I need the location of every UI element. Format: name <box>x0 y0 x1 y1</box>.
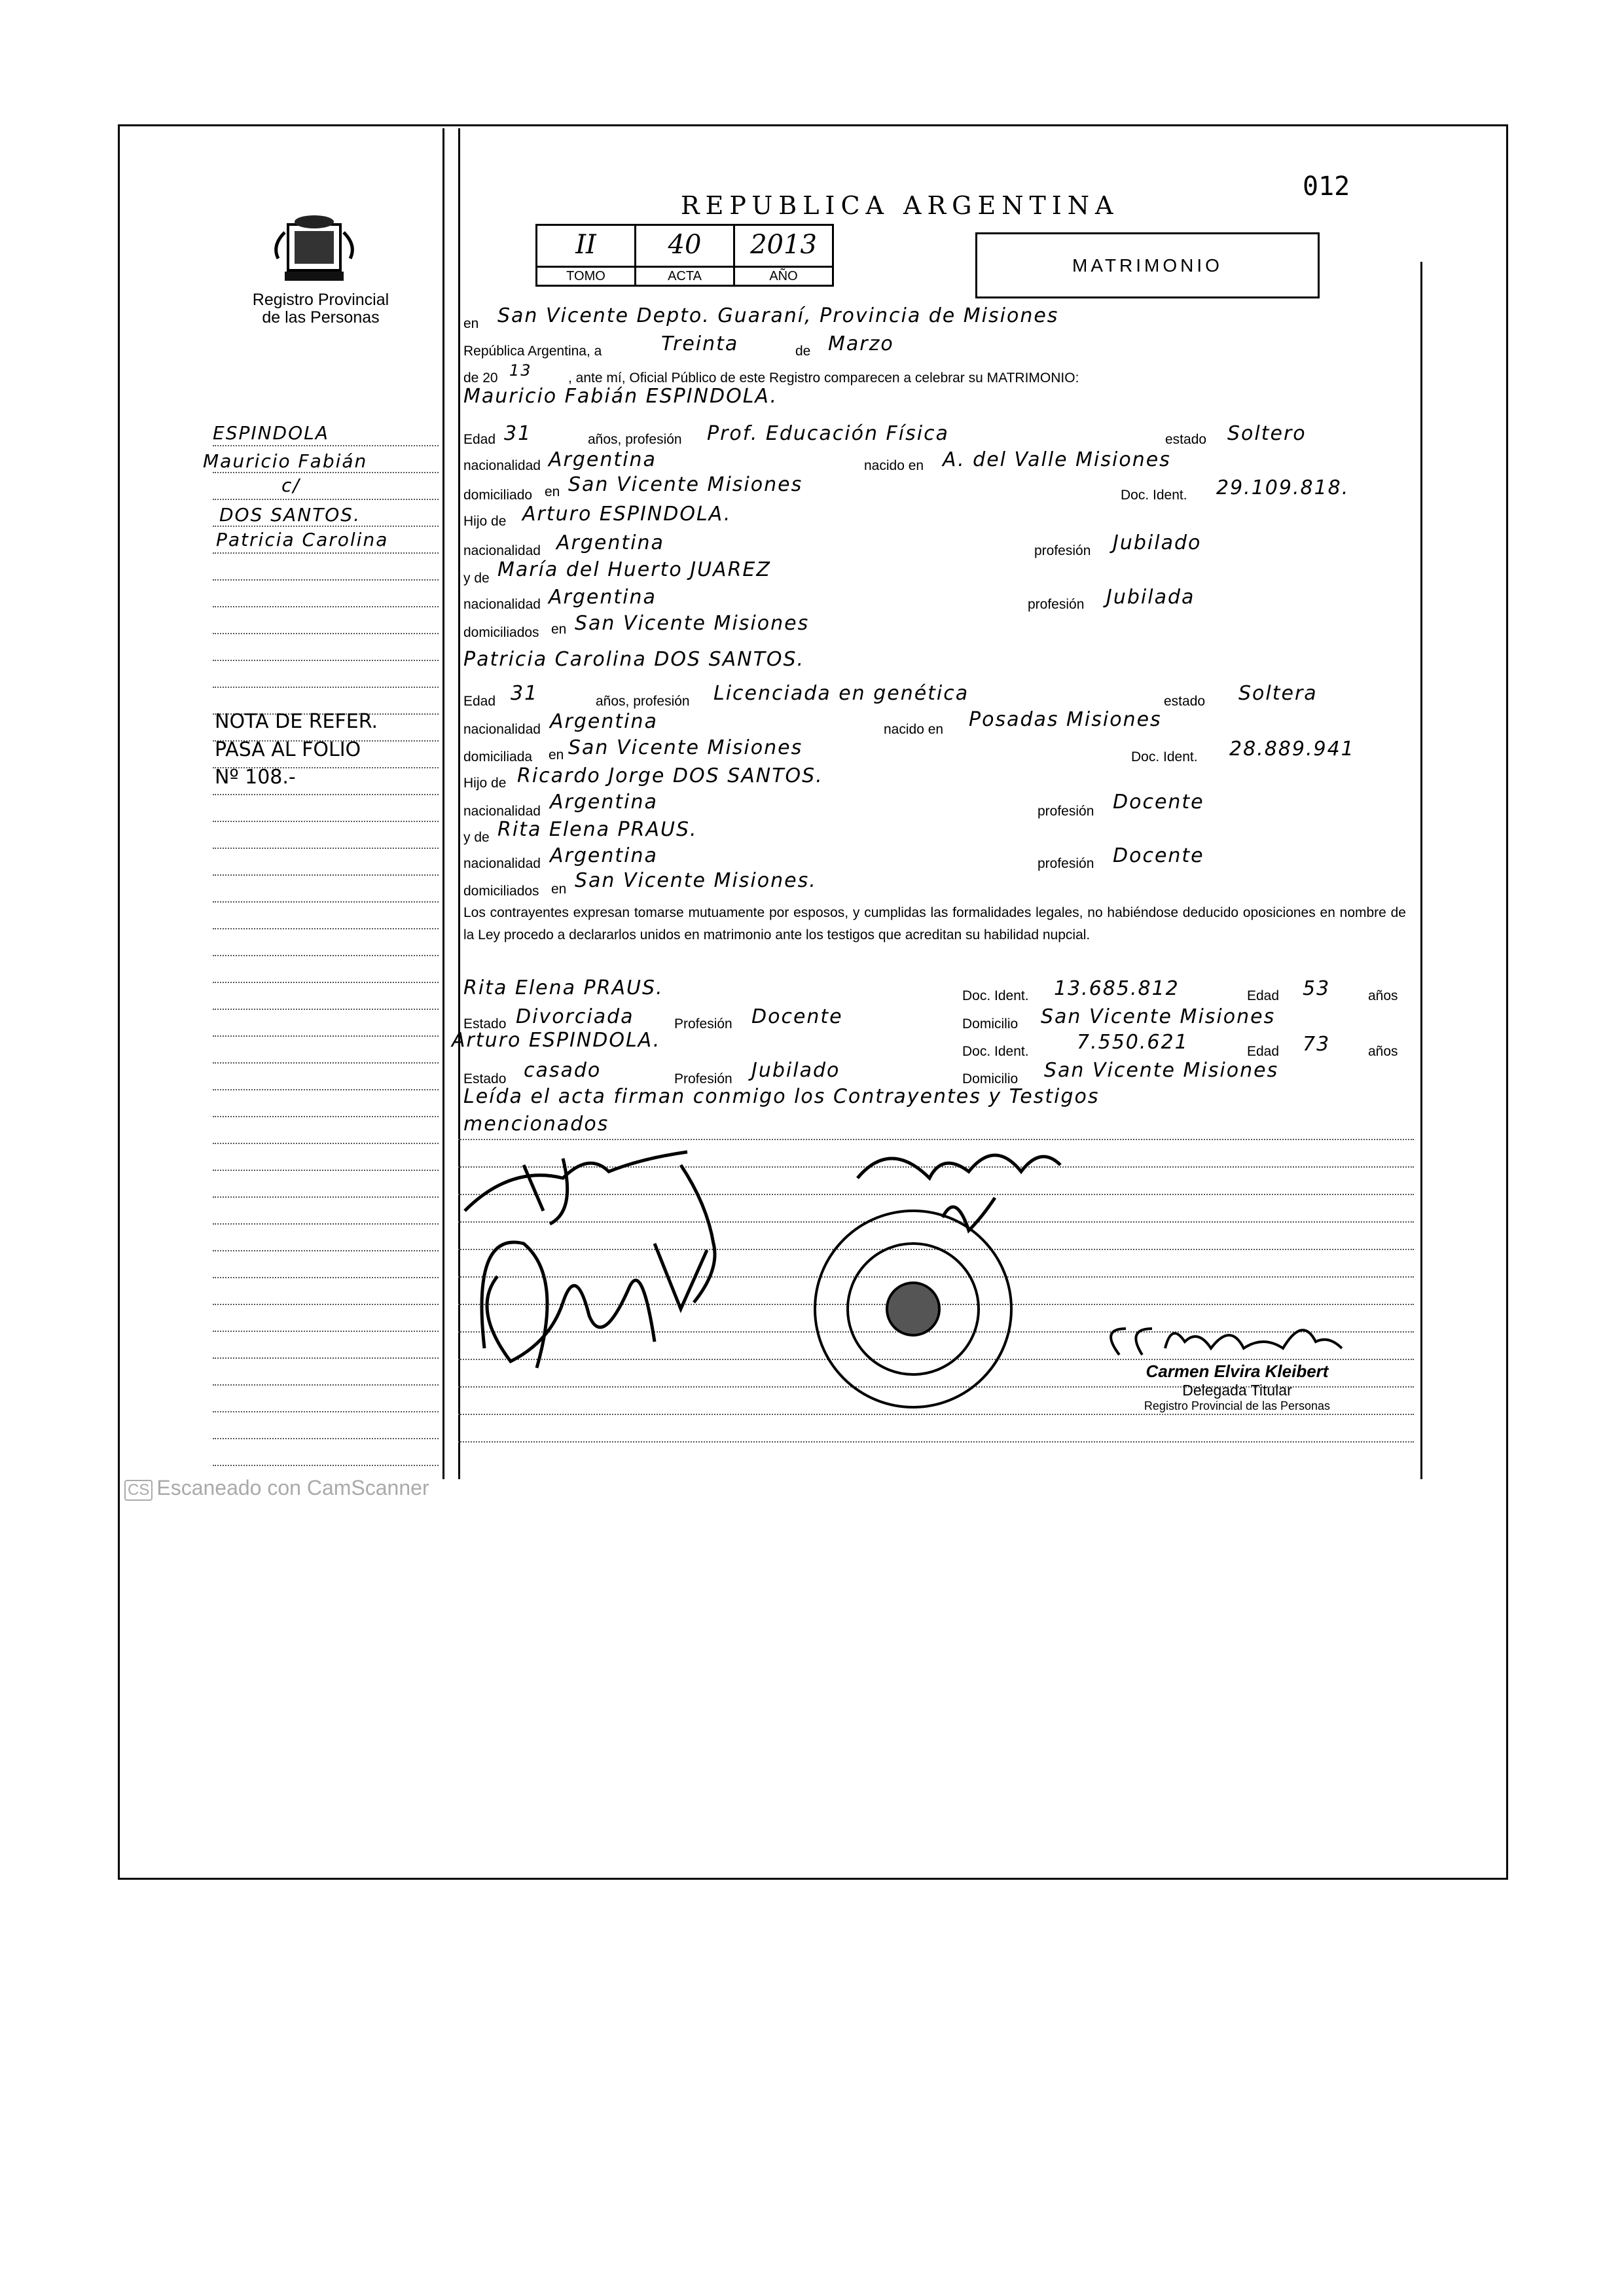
label-doc-ident-4: Doc. Ident. <box>962 1044 1029 1059</box>
label-domiciliados: domiciliados <box>463 625 539 640</box>
bride-mother: Rita Elena PRAUS. <box>497 818 698 841</box>
margin-note-1: NOTA DE REFER. <box>215 710 378 733</box>
bride-father-profession: Docente <box>1113 791 1204 814</box>
label-hija-de: Hijo de <box>463 776 507 791</box>
signature-witness <box>857 1155 1060 1230</box>
label-edad-2: Edad <box>463 694 496 709</box>
groom-nationality: Argentina <box>549 448 657 471</box>
tomo-label: TOMO <box>537 266 634 285</box>
bride-birthplace: Posadas Misiones <box>969 708 1162 731</box>
bride-address: San Vicente Misiones <box>568 736 803 759</box>
registry-line-1: Registro Provincial <box>252 291 389 309</box>
registrar-role: Delegada Titular <box>1182 1382 1292 1399</box>
groom-father-profession: Jubilado <box>1113 531 1202 554</box>
label-edad-4: Edad <box>1247 1044 1280 1059</box>
label-domiciliados-2: domiciliados <box>463 884 539 899</box>
label-doc-ident: Doc. Ident. <box>1121 488 1187 503</box>
anio-label: AÑO <box>735 266 832 285</box>
label-en: en <box>463 316 479 331</box>
groom-profession: Prof. Educación Física <box>707 422 949 445</box>
act-type-box: MATRIMONIO <box>975 232 1320 298</box>
bride-status: Soltera <box>1238 682 1318 705</box>
label-y-de: y de <box>463 571 490 586</box>
witness-2-name: Arturo ESPINDOLA. <box>452 1029 661 1052</box>
bride-parents-address: San Vicente Misiones. <box>575 869 817 892</box>
bride-age: 31 <box>511 682 539 705</box>
groom-father: Arturo ESPINDOLA. <box>522 503 732 526</box>
label-en-2: en <box>545 484 560 499</box>
signature-registrar <box>1111 1329 1342 1355</box>
groom-age: 31 <box>504 422 532 445</box>
groom-mother-nationality: Argentina <box>549 586 657 609</box>
witness-2-id: 7.550.621 <box>1077 1031 1189 1054</box>
registrar-registry: Registro Provincial de las Personas <box>1144 1399 1331 1412</box>
witness-1-id: 13.685.812 <box>1054 977 1180 1000</box>
label-y-de-2: y de <box>463 830 490 845</box>
label-en-3: en <box>551 622 567 637</box>
label-de-20: de 20 <box>463 370 498 386</box>
bride-id: 28.889.941 <box>1229 738 1355 761</box>
label-nacionalidad: nacionalidad <box>463 458 541 473</box>
margin-note-2: PASA AL FOLIO <box>215 738 361 761</box>
margin-note-3: Nº 108.- <box>215 766 296 789</box>
label-de: de <box>795 344 811 359</box>
label-nacionalidad-3: nacionalidad <box>463 597 541 612</box>
groom-parents-address: San Vicente Misiones <box>575 612 810 635</box>
label-estado-4: Estado <box>463 1071 507 1086</box>
groom-birthplace: A. del Valle Misiones <box>943 448 1171 471</box>
margin-name-2: Mauricio Fabián <box>203 450 368 472</box>
folio-number: 012 <box>1303 171 1350 202</box>
signature-groom <box>465 1152 715 1302</box>
groom-mother-profession: Jubilada <box>1106 586 1195 609</box>
registrar-signature-block <box>1087 1361 1388 1413</box>
witness-1-age: 53 <box>1303 977 1331 1000</box>
label-nacido-en-2: nacido en <box>884 722 944 737</box>
official-stamp-icon <box>815 1211 1011 1407</box>
witness-1-profession: Docente <box>751 1005 843 1028</box>
label-anos-profesion-2: años, profesión <box>596 694 690 709</box>
groom-address: San Vicente Misiones <box>568 473 803 496</box>
witness-1-status: Divorciada <box>516 1005 634 1028</box>
label-estado: estado <box>1165 432 1207 447</box>
bride-father: Ricardo Jorge DOS SANTOS. <box>517 764 823 787</box>
signature-bride <box>482 1242 707 1368</box>
bride-father-nationality: Argentina <box>550 791 658 814</box>
bride-mother-nationality: Argentina <box>550 844 658 867</box>
scanner-watermark <box>124 1476 429 1501</box>
scanner-watermark-text: Escaneado con CamScanner <box>156 1476 429 1499</box>
label-nacionalidad-4: nacionalidad <box>463 722 541 737</box>
bride-mother-profession: Docente <box>1113 844 1204 867</box>
day-value: Treinta <box>661 332 739 355</box>
label-profesion-4: profesión <box>1038 856 1094 871</box>
witness-1-address: San Vicente Misiones <box>1041 1005 1276 1028</box>
closing-line-2: mencionados <box>463 1113 609 1136</box>
groom-name: Mauricio Fabián ESPINDOLA. <box>463 385 778 408</box>
label-doc-ident-3: Doc. Ident. <box>962 988 1029 1003</box>
declaration-paragraph: Los contrayentes expresan tomarse mutuamente por esposos, y cumplidas las formalidades legales, no habiéndose deducido oposiciones en nombre de la Ley procedo a declararlos unidos en matrimonio ante los testigos que acreditan su habilidad nupcial. <box>463 905 1406 942</box>
label-estado-2: estado <box>1164 694 1206 709</box>
label-domiciliado: domiciliado <box>463 488 533 503</box>
label-profesion-3: profesión <box>1038 804 1094 819</box>
label-en-5: en <box>551 882 567 897</box>
groom-id: 29.109.818. <box>1216 476 1350 499</box>
year-value: 13 <box>509 361 532 380</box>
margin-name-5: Patricia Carolina <box>216 529 389 550</box>
camscanner-icon: CS <box>124 1480 153 1501</box>
label-nacionalidad-5: nacionalidad <box>463 804 541 819</box>
label-anos-profesion: años, profesión <box>588 432 682 447</box>
label-nacionalidad-2: nacionalidad <box>463 543 541 558</box>
label-estado-3: Estado <box>463 1016 507 1031</box>
registry-line-2: de las Personas <box>262 308 380 327</box>
witness-2-profession: Jubilado <box>751 1059 840 1082</box>
margin-name-3: c/ <box>281 475 300 496</box>
label-hijo-de: Hijo de <box>463 514 507 529</box>
label-ante: , ante mí, Oficial Público de este Registro comparecen a celebrar su MATRIMONIO: <box>568 370 1079 386</box>
label-anos: años <box>1368 988 1398 1003</box>
month-value: Marzo <box>828 332 894 355</box>
country-title: REPUBLICA ARGENTINA <box>681 191 1119 220</box>
closing-line-1: Leída el acta firman conmigo los Contrayentes y Testigos <box>463 1085 1100 1108</box>
witness-2-status: casado <box>524 1059 602 1082</box>
label-profesion-5: Profesión <box>674 1016 732 1031</box>
label-republica: República Argentina, a <box>463 344 602 359</box>
bride-nationality: Argentina <box>550 710 658 733</box>
label-doc-ident-2: Doc. Ident. <box>1131 749 1198 764</box>
label-nacionalidad-6: nacionalidad <box>463 856 541 871</box>
label-profesion: profesión <box>1034 543 1091 558</box>
tomo-value: II <box>575 230 596 260</box>
groom-mother: María del Huerto JUAREZ <box>497 558 771 581</box>
witness-2-address: San Vicente Misiones <box>1044 1059 1279 1082</box>
margin-name-4: DOS SANTOS. <box>219 504 361 526</box>
anio-value: 2013 <box>750 230 817 260</box>
label-profesion-6: Profesión <box>674 1071 732 1086</box>
groom-status: Soltero <box>1227 422 1307 445</box>
label-profesion-2: profesión <box>1028 597 1085 612</box>
acta-value: 40 <box>668 230 702 260</box>
label-en-4: en <box>549 747 564 762</box>
label-domiciliada: domiciliada <box>463 749 533 764</box>
bride-profession: Licenciada en genética <box>713 682 969 705</box>
registrar-name: Carmen Elvira Kleibert <box>1146 1361 1329 1381</box>
label-nacido-en: nacido en <box>864 458 924 473</box>
bride-name: Patricia Carolina DOS SANTOS. <box>463 648 805 671</box>
groom-father-nationality: Argentina <box>556 531 664 554</box>
acta-label: ACTA <box>636 266 733 285</box>
label-domicilio-2: Domicilio <box>962 1071 1019 1086</box>
label-edad-3: Edad <box>1247 988 1280 1003</box>
label-domicilio: Domicilio <box>962 1016 1019 1031</box>
witness-2-age: 73 <box>1303 1033 1331 1056</box>
witness-1-name: Rita Elena PRAUS. <box>463 977 664 999</box>
label-anos-2: años <box>1368 1044 1398 1059</box>
label-edad: Edad <box>463 432 496 447</box>
margin-name-1: ESPINDOLA <box>213 422 329 444</box>
place-value: San Vicente Depto. Guaraní, Provincia de Misiones <box>497 304 1059 327</box>
